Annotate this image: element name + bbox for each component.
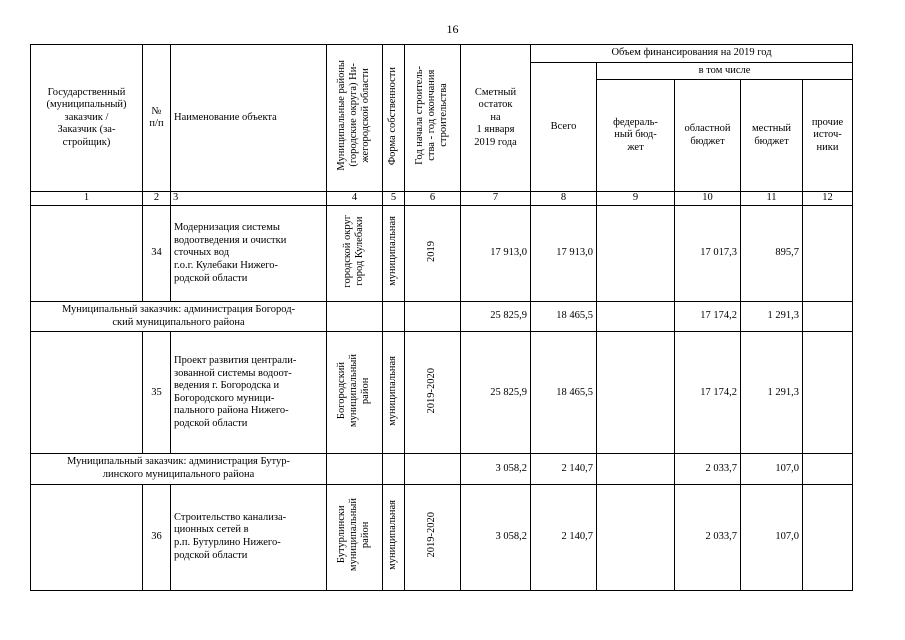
cell-estimate: 25 825,9 [461, 332, 531, 454]
cell-district-text: Бутурлински муниципальный район [336, 498, 372, 572]
cell-ownership-text: муниципальная [387, 499, 399, 570]
column-numbers-row [31, 192, 853, 206]
cell-district [327, 302, 383, 332]
cell-num: 35 [143, 332, 171, 454]
cell-federal [597, 454, 675, 484]
cell-total: 2 140,7 [531, 484, 597, 590]
cell-ownership-text: муниципальная [387, 216, 399, 287]
cell-customer [31, 206, 143, 302]
cell-other [803, 206, 853, 302]
header-district-text: Муниципальные районы (городские округа) Ни- жегородской области [336, 60, 372, 172]
cell-years [405, 484, 461, 590]
financing-table [30, 44, 853, 591]
cell-local: 895,7 [741, 206, 803, 302]
colnum-9: 9 [597, 192, 675, 206]
cell-district [327, 206, 383, 302]
cell-ownership-text: муниципальная [387, 355, 399, 426]
header-object-name: Наименование объекта [171, 45, 327, 192]
cell-estimate: 3 058,2 [461, 454, 531, 484]
header-regional: областной бюджет [675, 80, 741, 192]
cell-federal [597, 484, 675, 590]
header-customer: Государственный (муниципальный) заказчик / Заказчик (за- стройщик) [31, 45, 143, 192]
header-including: в том числе [597, 62, 853, 80]
cell-district-text: Богородский муниципальный район [336, 354, 372, 428]
cell-object-name: Проект развития централи- зованной системы водоот- ведения г. Богородска и Богородского муници- пального района Нижего- родской области [171, 332, 327, 454]
cell-regional: 2 033,7 [675, 484, 741, 590]
cell-years-text: 2019-2020 [426, 367, 438, 414]
cell-local: 107,0 [741, 454, 803, 484]
colnum-8: 8 [531, 192, 597, 206]
cell-years [405, 332, 461, 454]
cell-num: 36 [143, 484, 171, 590]
cell-other [803, 332, 853, 454]
header-local: местный бюджет [741, 80, 803, 192]
table-row-customer-bogorodsk [31, 302, 853, 332]
cell-other [803, 484, 853, 590]
cell-regional: 17 017,3 [675, 206, 741, 302]
cell-customer [31, 484, 143, 590]
cell-ownership [383, 332, 405, 454]
cell-regional: 2 033,7 [675, 454, 741, 484]
cell-other [803, 302, 853, 332]
cell-district [327, 484, 383, 590]
table-row-customer-buturlino [31, 454, 853, 484]
cell-customer-label: Муниципальный заказчик: администрация Бутур- линского муниципального района [31, 454, 327, 484]
cell-regional: 17 174,2 [675, 332, 741, 454]
cell-regional: 17 174,2 [675, 302, 741, 332]
cell-estimate: 17 913,0 [461, 206, 531, 302]
header-row-1 [31, 45, 853, 63]
cell-district [327, 332, 383, 454]
header-years [405, 45, 461, 192]
cell-years [405, 454, 461, 484]
cell-other [803, 454, 853, 484]
cell-total: 18 465,5 [531, 332, 597, 454]
colnum-11: 11 [741, 192, 803, 206]
cell-object-name: Строительство канализа- ционных сетей в р.п. Бутурлино Нижего- родской области [171, 484, 327, 590]
cell-estimate: 25 825,9 [461, 302, 531, 332]
cell-federal [597, 302, 675, 332]
colnum-5: 5 [383, 192, 405, 206]
cell-customer [31, 332, 143, 454]
cell-years [405, 302, 461, 332]
cell-total: 18 465,5 [531, 302, 597, 332]
page-number: 16 [446, 22, 459, 36]
cell-years-text: 2019-2020 [426, 512, 438, 558]
cell-ownership [383, 206, 405, 302]
cell-ownership [383, 484, 405, 590]
header-ownership [383, 45, 405, 192]
colnum-12: 12 [803, 192, 853, 206]
cell-federal [597, 206, 675, 302]
colnum-1: 1 [31, 192, 143, 206]
cell-local: 1 291,3 [741, 332, 803, 454]
table-row-object-36 [31, 484, 853, 590]
cell-district [327, 454, 383, 484]
colnum-7: 7 [461, 192, 531, 206]
cell-customer-label: Муниципальный заказчик: администрация Богород- ский муниципального района [31, 302, 327, 332]
colnum-6: 6 [405, 192, 461, 206]
cell-local: 1 291,3 [741, 302, 803, 332]
cell-ownership [383, 302, 405, 332]
cell-ownership [383, 454, 405, 484]
header-district [327, 45, 383, 192]
cell-years-text: 2019 [426, 240, 438, 262]
table-row-object-35 [31, 332, 853, 454]
cell-total: 17 913,0 [531, 206, 597, 302]
table-row-object-34 [31, 206, 853, 302]
header-other: прочие источ- ники [803, 80, 853, 192]
header-funding-group: Объем финансирования на 2019 год [531, 45, 853, 63]
cell-federal [597, 332, 675, 454]
cell-local: 107,0 [741, 484, 803, 590]
cell-years [405, 206, 461, 302]
header-total: Всего [531, 62, 597, 192]
header-num: № п/п [143, 45, 171, 192]
colnum-2: 2 [143, 192, 171, 206]
cell-num: 34 [143, 206, 171, 302]
colnum-4: 4 [327, 192, 383, 206]
header-federal: федераль- ный бюд- жет [597, 80, 675, 192]
colnum-3: 3 [171, 192, 327, 206]
header-years-text: Год начала строитель- ства - год окончания строительства [414, 66, 450, 166]
header-ownership-text: Форма собственности [387, 66, 399, 165]
header-estimate-balance: Сметный остаток на 1 января 2019 года [461, 45, 531, 192]
cell-total: 2 140,7 [531, 454, 597, 484]
cell-object-name: Модернизация системы водоотведения и очистки сточных вод г.о.г. Кулебаки Нижего- родской области [171, 206, 327, 302]
cell-estimate: 3 058,2 [461, 484, 531, 590]
colnum-10: 10 [675, 192, 741, 206]
cell-district-text: городской округ город Кулебаки [342, 215, 366, 288]
